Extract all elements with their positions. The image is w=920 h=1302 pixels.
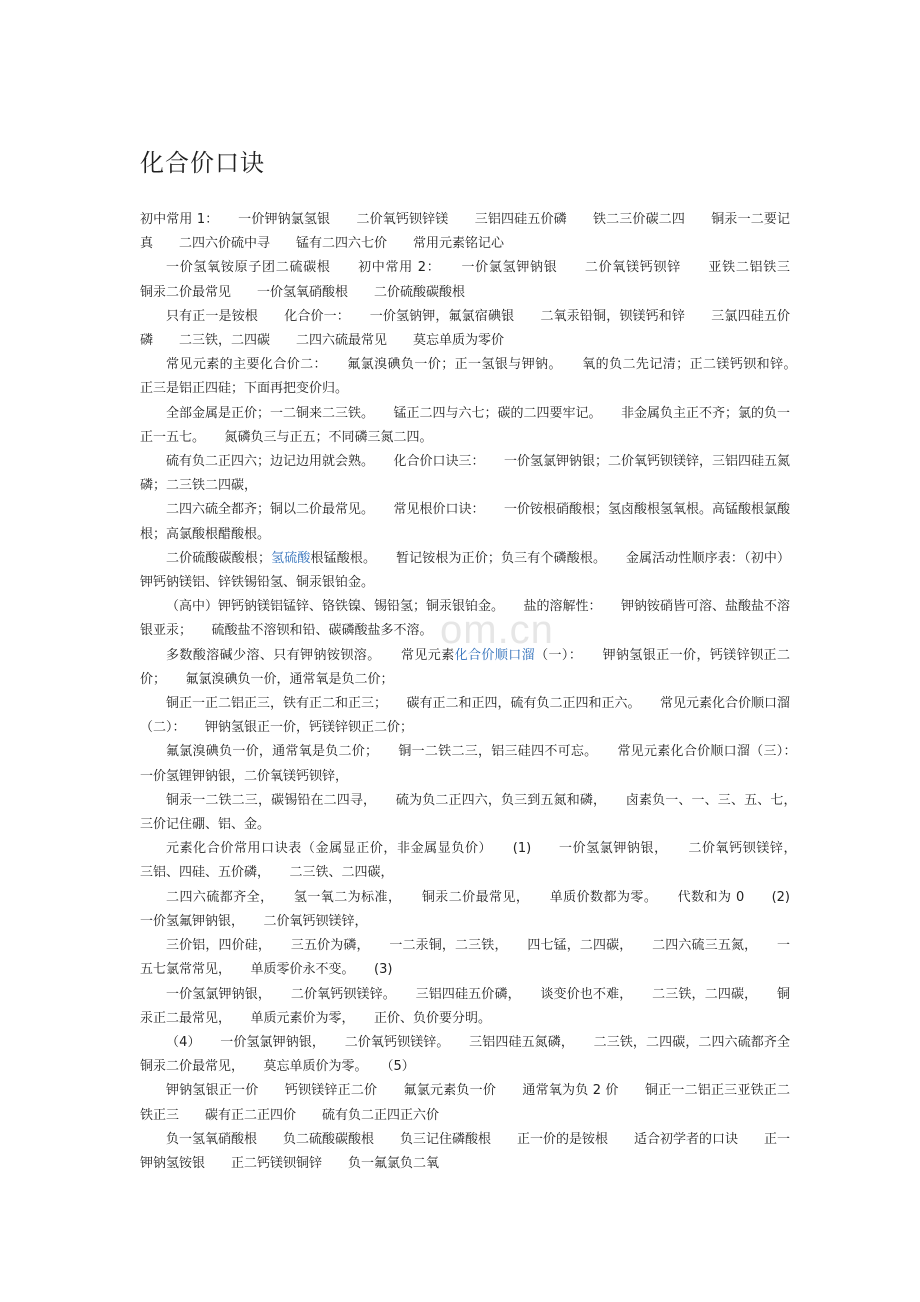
body-paragraph [140,305,790,353]
paragraph-text: 全部金属是正价；一二铜来二三铁。 锰正二四与六七；碳的二四要牢记。 非金属负主正不齐；氯的负一正一五七。 氮磷负三与正五；不同磷三氮二四。 [140,405,791,445]
body-paragraph [140,886,817,934]
paragraph-text: （高中）钾钙钠镁铝锰锌、铬铁镍、锡铅氢；铜汞银铂金。 盐的溶解性： 钾钠铵硝皆可溶、盐酸盐不溶银亚汞； 硫酸盐不溶钡和铅、碳磷酸盐多不溶。 [140,599,791,639]
paragraph-text: （4） 一价氢氯钾钠银， 二价氧钙钡镁锌。 三铝四硅五氮磷， 二三铁，二四碳，二四六硫都齐全 铜汞二价最常见， 莫忘单质价为零。 （5） [140,1034,817,1075]
body-paragraph [140,837,817,885]
watermark: om.cn [440,608,554,652]
paragraph-text: 常见元素的主要化合价二： 氟氯溴碘负一价；正一氢银与钾钠。 氧的负二先记清；正二镁钙钡和锌。 正三是铝正四硅；下面再把变价归。 [140,357,817,397]
paragraph-text: 只有正一是铵根 化合价一： 一价氢钠钾，氟氯宿碘银 二氧汞铅铜，钡镁钙和锌 三氯四硅五价磷 二三铁，二四碳 二四六硫最常见 莫忘单质为零价 [140,308,790,349]
body-paragraph [140,789,817,837]
paragraph-text: 氟氯溴碘负一价，通常氧是负二价； 铜一二铁二三，铝三硅四不可忘。 常见元素化合价顺口溜（三）： 一价氢锂钾钠银，二价氧镁钙钡锌， [140,744,817,784]
paragraph-text: 二价硫酸碳酸根； [166,550,271,566]
paragraph-text: 铜正一正二铝正三，铁有正二和正三； 碳有正二和正四，硫有负二正四和正六。 常见元素化合价顺口溜（二）： 钾钠氢银正一价，钙镁锌钡正二价； [140,696,791,736]
page-title: 化合价口诀 [140,149,265,177]
body-paragraph [140,402,790,450]
body-paragraph [140,1031,817,1079]
body-paragraph [140,1079,790,1127]
body-paragraph [140,547,790,595]
paragraph-text: 元素化合价常用口诀表（金属显正价，非金属显负价） (1) 一价氢氯钾钠银， 二价氧钙钡镁锌， 三铝、四硅、五价磷， 二三铁、二四碳， [140,841,817,881]
body-paragraph [140,1128,790,1176]
inline-link[interactable]: 氢硫酸 [270,550,311,566]
body-paragraph [140,353,817,401]
paragraph-text: 硫有负二正四六；边记边用就会熟。 化合价口诀三： 一价氢氯钾钠银；二价氧钙钡镁锌，三铝四硅五氮磷；二三铁二四碳， [140,454,791,494]
body-paragraph [140,692,790,740]
body-paragraph [140,595,790,643]
body-paragraph [140,450,790,498]
inline-link[interactable]: 化合价顺口溜 [454,647,536,663]
paragraph-text: 二四六硫全都齐；铜以二价最常见。 常见根价口诀： 一价铵根硝酸根；氢卤酸根氢氧根。高锰酸根氯酸根；高氯酸根醋酸根。 [140,502,791,542]
paragraph-text: 多数酸溶碱少溶、只有钾钠铵钡溶。 常见元素 [166,647,455,663]
paragraph-text: 初中常用 1： 一价钾钠氯氢银 二价氧钙钡锌镁 三铝四硅五价磷 铁二三价碳二四 铜汞一二要记真 二四六价硫中寻 锰有二四六七价 常用元素铭记心 [140,212,790,252]
paragraph-text: 三价铝，四价硅， 三五价为磷， 一二汞铜，二三铁， 四七锰，二四碳， 二四六硫三五氮， 一五七氯常常见， 单质零价永不变。 (3) [140,938,790,978]
paragraph-text: 一价氢氯钾钠银， 二价氧钙钡镁锌。 三铝四硅五价磷， 谈变价也不难， 二三铁，二四碳， 铜汞正二最常见， 单质元素价为零， 正价、负价要分明。 [140,986,790,1026]
paragraph-text: 负一氢氧硝酸根 负二硫酸碳酸根 负三记住磷酸根 正一价的是铵根 适合初学者的口诀 正一钾钠氢铵银 正二钙镁钡铜锌 负一氟氯负二氧 [140,1131,791,1171]
paragraph-text: 钾钠氢银正一价 钙钡镁锌正二价 氟氯元素负一价 通常氧为负 2 价 铜正一二铝正三亚铁正二铁正三 碳有正二正四价 硫有负二正四正六价 [140,1083,790,1123]
body-paragraph [140,208,790,256]
body-paragraph [140,740,817,788]
body-paragraph [140,983,790,1031]
body-paragraph [140,498,790,546]
document-body [140,208,817,1176]
body-paragraph [140,934,790,982]
body-paragraph [140,644,790,692]
paragraph-text: 根锰酸根。 暂记铵根为正价；负三有个磷酸根。 金属活动性顺序表：（初中）钾钙钠镁铝、锌铁锡铅氢、铜汞银铂金。 [140,550,790,591]
paragraph-text: 铜汞一二铁二三，碳锡铅在二四寻， 硫为负二正四六，负三到五氮和磷， 卤素负一、一、三、五、七， 三价记住硼、铝、金。 [140,792,817,833]
paragraph-text: （一）： 钾钠氢银正一价，钙镁锌钡正二价； 氟氯溴碘负一价，通常氧是负二价； [140,647,790,687]
paragraph-text: 一价氢氧铵原子团二硫碳根 初中常用 2： 一价氯氢钾钠银 二价氧镁钙钡锌 亚铁二铝铁三 铜汞二价最常见 一价氢氧硝酸根 二价硫酸碳酸根 [140,260,817,300]
paragraph-text: 二四六硫都齐全， 氢一氧二为标准， 铜汞二价最常见， 单质价数都为零。 代数和为 0 (2) 一价氢氟钾钠银， 二价氧钙钡镁锌， [140,889,817,929]
body-paragraph [140,256,817,304]
